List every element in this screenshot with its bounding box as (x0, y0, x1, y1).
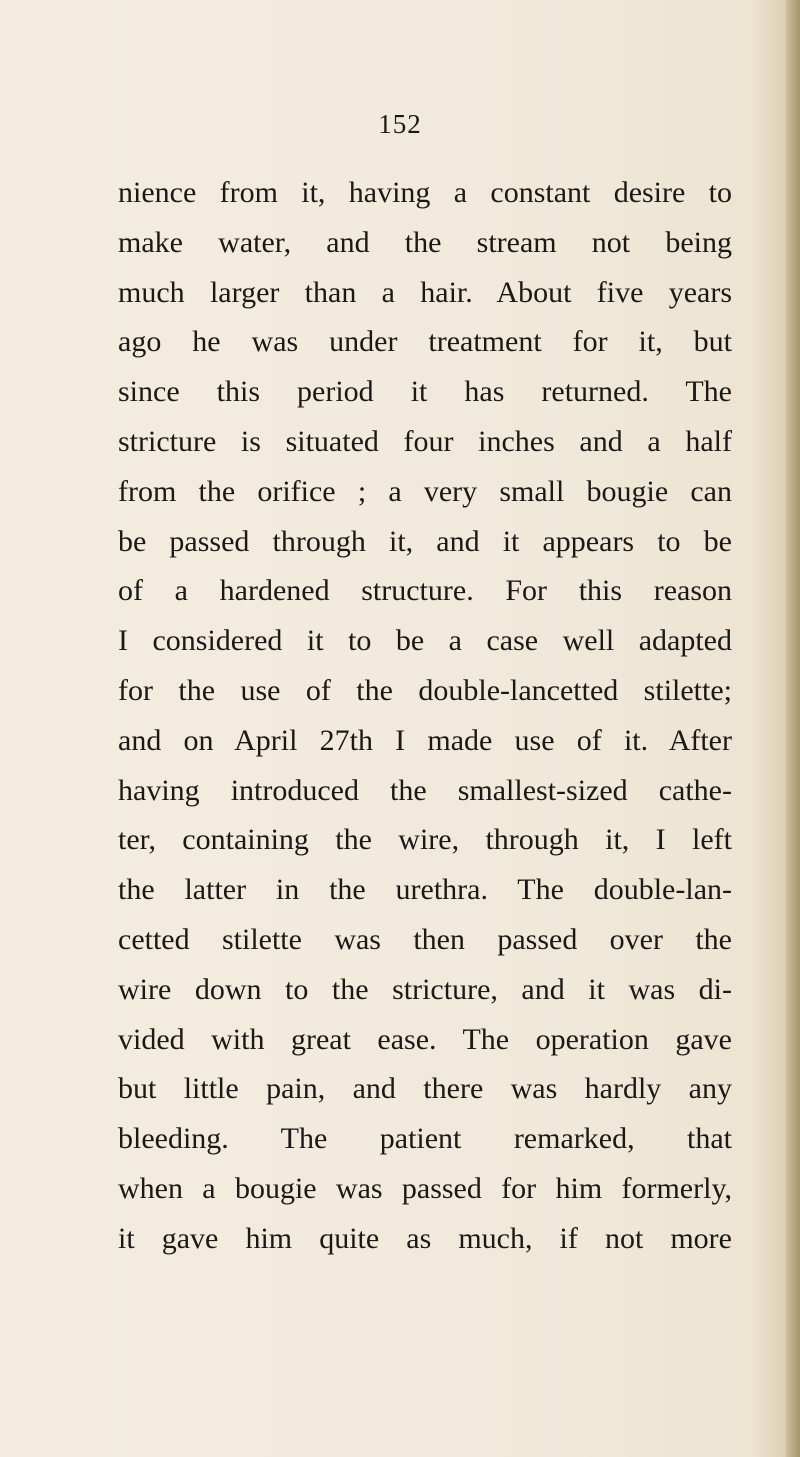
text-line: wire down to the stricture, and it was di- (118, 972, 732, 1006)
text-line: but little pain, and there was hardly any (118, 1072, 732, 1106)
text-line: stricture is situated four inches and a half (118, 424, 732, 458)
text-line: nience from it, having a constant desire to (118, 176, 732, 209)
text-line: the latter in the urethra. The double-lan- (118, 873, 732, 907)
text-line: bleeding. The patient remarked, that (118, 1122, 732, 1156)
text-line: and on April 27th I made use of it. After (118, 723, 732, 757)
text-line: having introduced the smallest-sized cathe- (118, 773, 732, 807)
text-line: since this period it has returned. The (118, 375, 732, 409)
text-line: for the use of the double-lancetted stilette; (118, 673, 732, 707)
page-number: 152 (378, 109, 422, 139)
text-line: ter, containing the wire, through it, I left (118, 823, 732, 857)
text-line: ago he was under treatment for it, but (118, 325, 732, 359)
text-line: make water, and the stream not being (118, 225, 732, 259)
text-line: vided with great ease. The operation gave (118, 1022, 732, 1056)
text-line: from the orifice ; a very small bougie can (118, 474, 732, 508)
text-line: I considered it to be a case well adapted (118, 624, 732, 658)
text-line: when a bougie was passed for him formerly, (118, 1171, 732, 1205)
text-line: it gave him quite as much, if not more (118, 1221, 732, 1255)
text-line: of a hardened structure. For this reason (118, 574, 732, 608)
text-line: much larger than a hair. About five years (118, 275, 732, 309)
text-line: be passed through it, and it appears to be (118, 524, 732, 558)
text-line: cetted stilette was then passed over the (118, 922, 732, 956)
page-edge-shadow (786, 0, 800, 1457)
body-text (118, 168, 732, 1264)
